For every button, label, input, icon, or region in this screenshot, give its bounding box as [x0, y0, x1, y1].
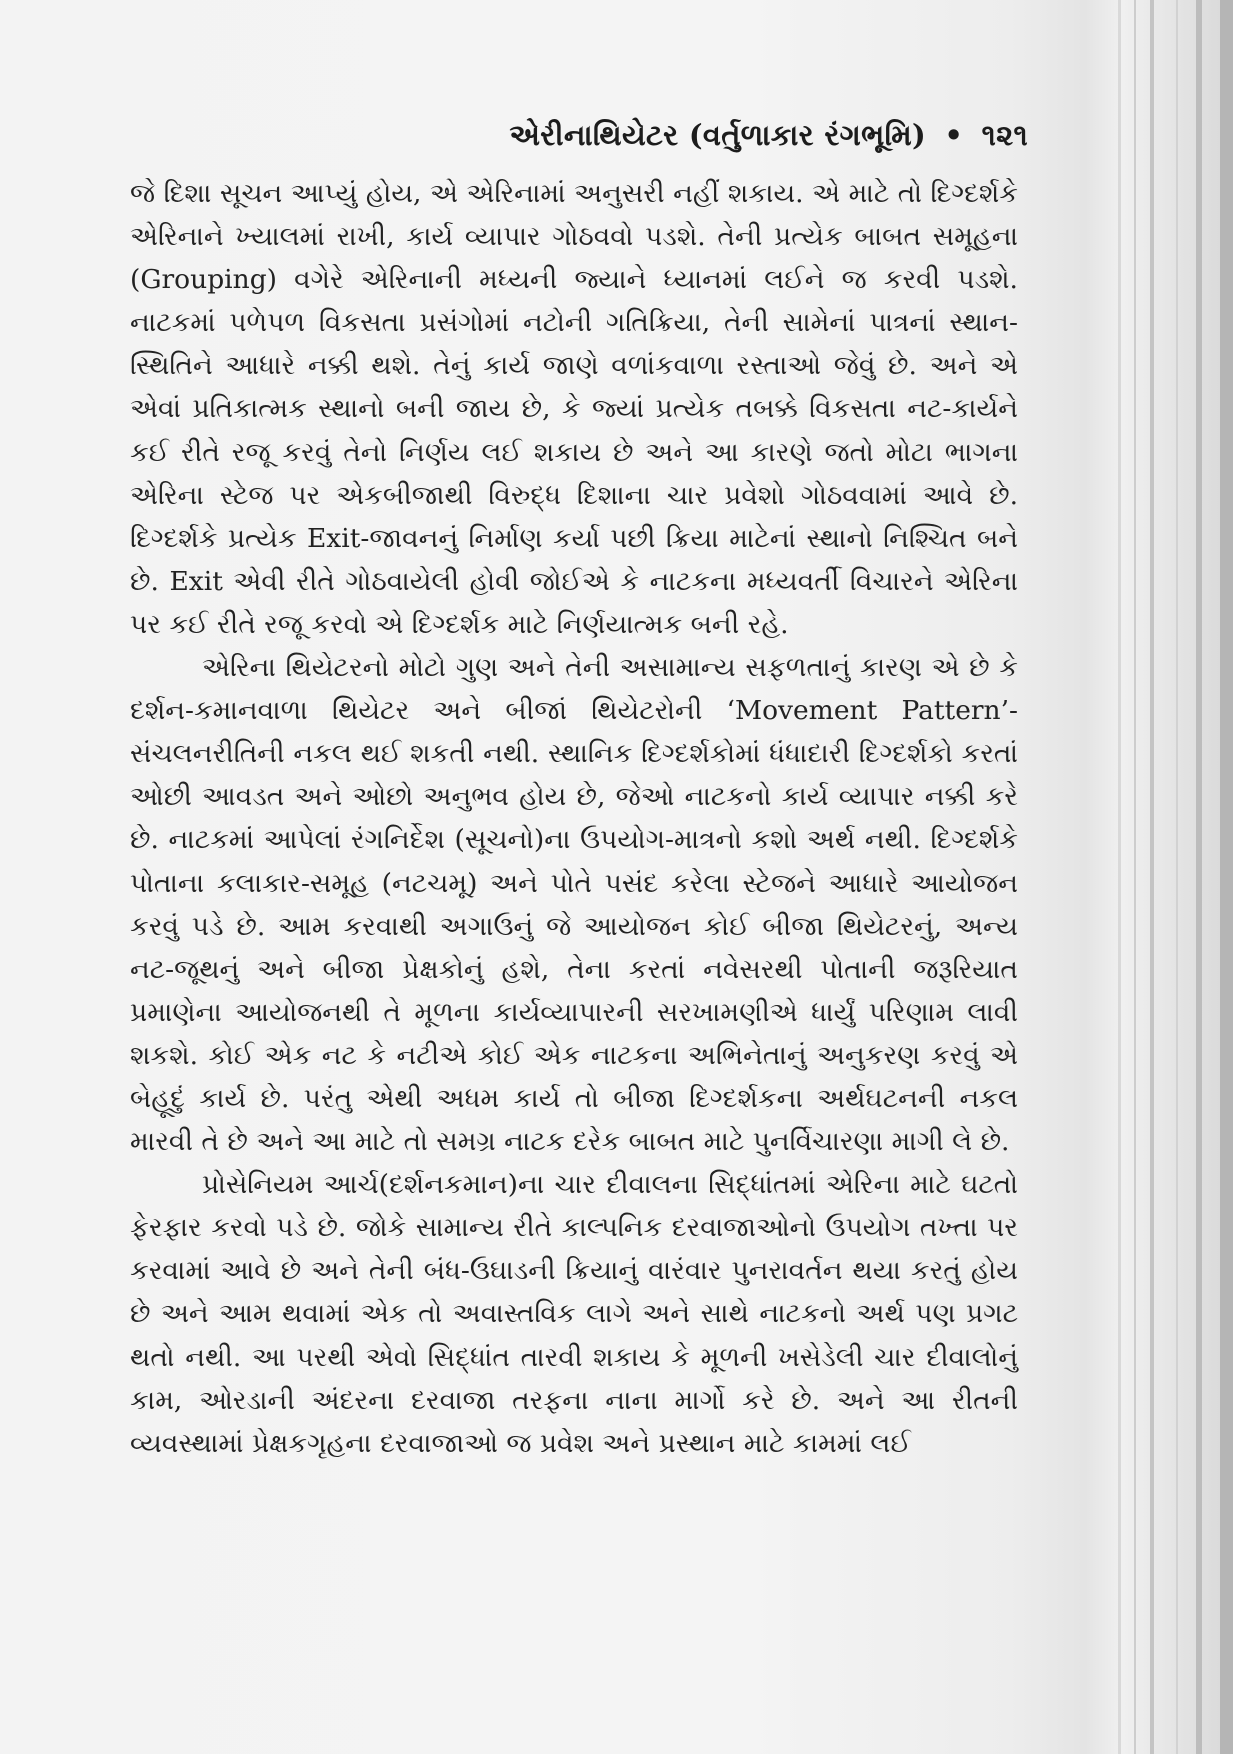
- chapter-title: એરીનાથિયેટર (વર્તુળાકાર રંગભૂમિ): [509, 118, 926, 152]
- page-edge: [1220, 0, 1233, 1754]
- page-edge: [1176, 0, 1178, 1754]
- page-edge: [1118, 0, 1121, 1754]
- page-edge: [1196, 0, 1202, 1754]
- page-number: ૧૨૧: [981, 118, 1028, 152]
- paragraph-1: જે દિશા સૂચન આપ્યું હોય, એ એરિનામાં અનુસરી નહીં શકાય. એ માટે તો દિગ્દર્શકે એરિનાને ખ્યાલમાં રાખી, કાર્ય વ્યાપાર ગોઠવવો પડશે. તેની પ્રત્યેક બાબત સમૂહના (Grouping) વગેરે એરિનાની મધ્યની જ્યાને ધ્યાનમાં લઈને જ કરવી પડશે. નાટકમાં પળેપળ વિકસતા પ્રસંગોમાં નટોની ગતિક્રિયા, તેની સામેનાં પાત્રનાં સ્થાન-સ્થિતિને આધારે નક્કી થશે. તેનું કાર્ય જાણે વળાંકવાળા રસ્તાઓ જેવું છે. અને એ એવાં પ્રતિકાત્મક સ્થાનો બની જાય છે, કે જ્યાં પ્રત્યેક તબક્કે વિકસતા નટ-કાર્યને કઈ રીતે રજૂ કરવું તેનો નિર્ણય લઈ શકાય છે અને આ કારણે જતો મોટા ભાગના એરિના સ્ટેજ પર એકબીજાથી વિરુદ્ધ દિશાના ચાર પ્રવેશો ગોઠવવામાં આવે છે. દિગ્દર્શકે પ્રત્યેક Exit-જાવનનું નિર્માણ કર્યા પછી ક્રિયા માટેનાં સ્થાનો નિશ્ચિત બને છે. Exit એવી રીતે ગોઠવાયેલી હોવી જોઈએ કે નાટકના મધ્યવર્તી વિચારને એરિના પર કઈ રીતે રજૂ કરવો એ દિગ્દર્શક માટે નિર્ણયાત્મક બની રહે.: [130, 178, 1018, 640]
- running-header: [509, 118, 1028, 153]
- page-edge: [1134, 0, 1136, 1754]
- page-edge: [1150, 0, 1154, 1754]
- header-bullet: •: [944, 118, 964, 152]
- body-text: [130, 172, 1018, 1465]
- paragraph-3: પ્રોસેનિયમ આર્ચ(દર્શનકમાન)ના ચાર દીવાલના સિદ્ધાંતમાં એરિના માટે ઘટતો ફેરફાર કરવો પડે છે. જોકે સામાન્ય રીતે કાલ્પનિક દરવાજાઓનો ઉપયોગ તખ્તા પર કરવામાં આવે છે અને તેની બંધ-ઉઘાડની ક્રિયાનું વારંવાર પુનરાવર્તન થયા કરતું હોય છે અને આમ થવામાં એક તો અવાસ્તવિક લાગે અને સાથે નાટકનો અર્થ પણ પ્રગટ થતો નથી. આ પરથી એવો સિદ્ધાંત તારવી શકાય કે મૂળની ખસેડેલી ચાર દીવાલોનું કામ, ઓરડાની અંદરના દરવાજા તરફના નાના માર્ગો કરે છે. અને આ રીતની વ્યવસ્થામાં પ્રેક્ષકગૃહના દરવાજાઓ જ પ્રવેશ અને પ્રસ્થાન માટે કામમાં લઈ: [130, 1169, 1018, 1459]
- paragraph-2: એરિના થિયેટરનો મોટો ગુણ અને તેની અસામાન્ય સફળતાનું કારણ એ છે કે દર્શન-કમાનવાળા થિયેટર અને બીજાં થિયેટરોની ‘Movement Pattern’-સંચલનરીતિની નકલ થઈ શકતી નથી. સ્થાનિક દિગ્દર્શકોમાં ધંધાદારી દિગ્દર્શકો કરતાં ઓછી આવડત અને ઓછો અનુભવ હોય છે, જેઓ નાટકનો કાર્ય વ્યાપાર નક્કી કરે છે. નાટકમાં આપેલાં રંગનિર્દેશ (સૂચનો)ના ઉપયોગ-માત્રનો કશો અર્થ નથી. દિગ્દર્શકે પોતાના કલાકાર-સમૂહ (નટચમૂ) અને પોતે પસંદ કરેલા સ્ટેજને આધારે આયોજન કરવું પડે છે. આમ કરવાથી અગાઉનું જે આયોજન કોઈ બીજા થિયેટરનું, અન્ય નટ-જૂથનું અને બીજા પ્રેક્ષકોનું હશે, તેના કરતાં નવેસરથી પોતાની જરૂરિયાત પ્રમાણેના આયોજનથી તે મૂળના કાર્યવ્યાપારની સરખામણીએ ધાર્યું પરિણામ લાવી શકશે. કોઈ એક નટ કે નટીએ કોઈ એક નાટકના અભિનેતાનું અનુકરણ કરવું એ બેહૂદું કાર્ય છે. પરંતુ એથી અધમ કાર્ય તો બીજા દિગ્દર્શકના અર્થઘટનની નકલ મારવી તે છે અને આ માટે તો સમગ્ર નાટક દરેક બાબત માટે પુનર્વિચારણા માગી લે છે.: [130, 652, 1018, 1158]
